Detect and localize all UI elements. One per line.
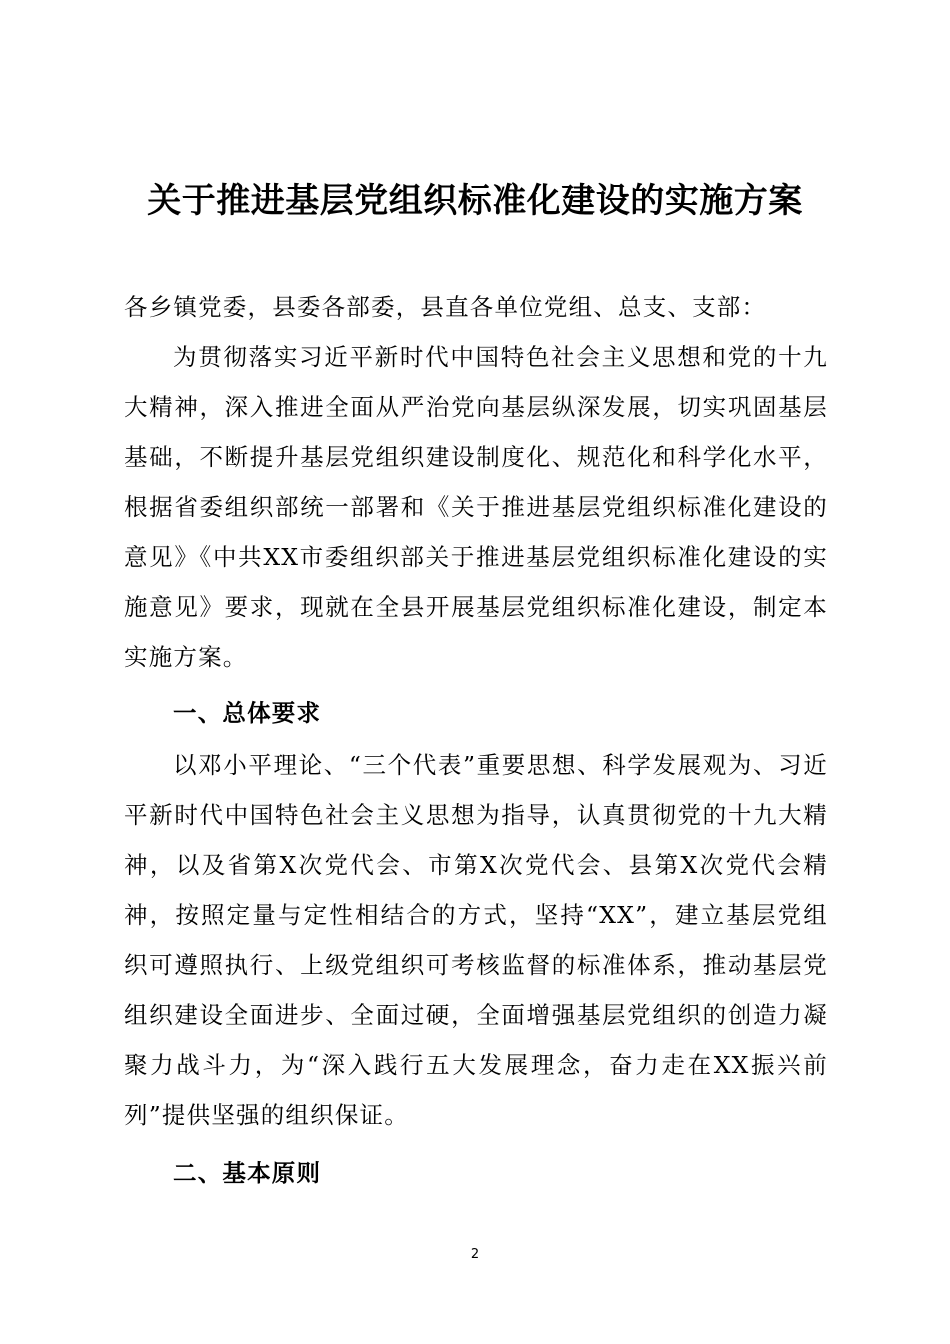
document-body (124, 282, 828, 1200)
salutation: 各乡镇党委，县委各部委，县直各单位党组、总支、支部： (124, 293, 767, 321)
general-requirements-paragraph: 以邓小平理论、“三个代表”重要思想、科学发展观为、习近平新时代中国特色社会主义思想为指导，认真贯彻党的十九大精神，以及省第X次党代会、市第X次党代会、县第X次党代会精神，按照定量与定性相结合的方式，坚持“XX”，建立基层党组织可遵照执行、上级党组织可考核监督的标准体系，推动基层党组织建设全面进步、全面过硬，全面增强基层党组织的创造力凝聚力战斗力，为“深入践行五大发展理念，奋力走在XX振兴前列”提供坚强的组织保证。 (124, 751, 828, 1129)
section-heading-general-requirements: 一、总体要求 (173, 699, 322, 727)
intro-paragraph: 为贯彻落实习近平新时代中国特色社会主义思想和党的十九大精神，深入推进全面从严治党向基层纵深发展，切实巩固基层基础，不断提升基层党组织建设制度化、规范化和科学化水平，根据省委组织部统一部署和《关于推进基层党组织标准化建设的意见》《中共XX市委组织部关于推进基层党组织标准化建设的实施意见》要求，现就在全县开展基层党组织标准化建设，制定本实施方案。 (124, 343, 828, 671)
document-title: 关于推进基层党组织标准化建设的实施方案 (147, 181, 803, 221)
page-number: 2 (470, 1247, 480, 1262)
spacer (124, 1140, 828, 1148)
section-heading-basic-principles: 二、基本原则 (173, 1159, 322, 1187)
